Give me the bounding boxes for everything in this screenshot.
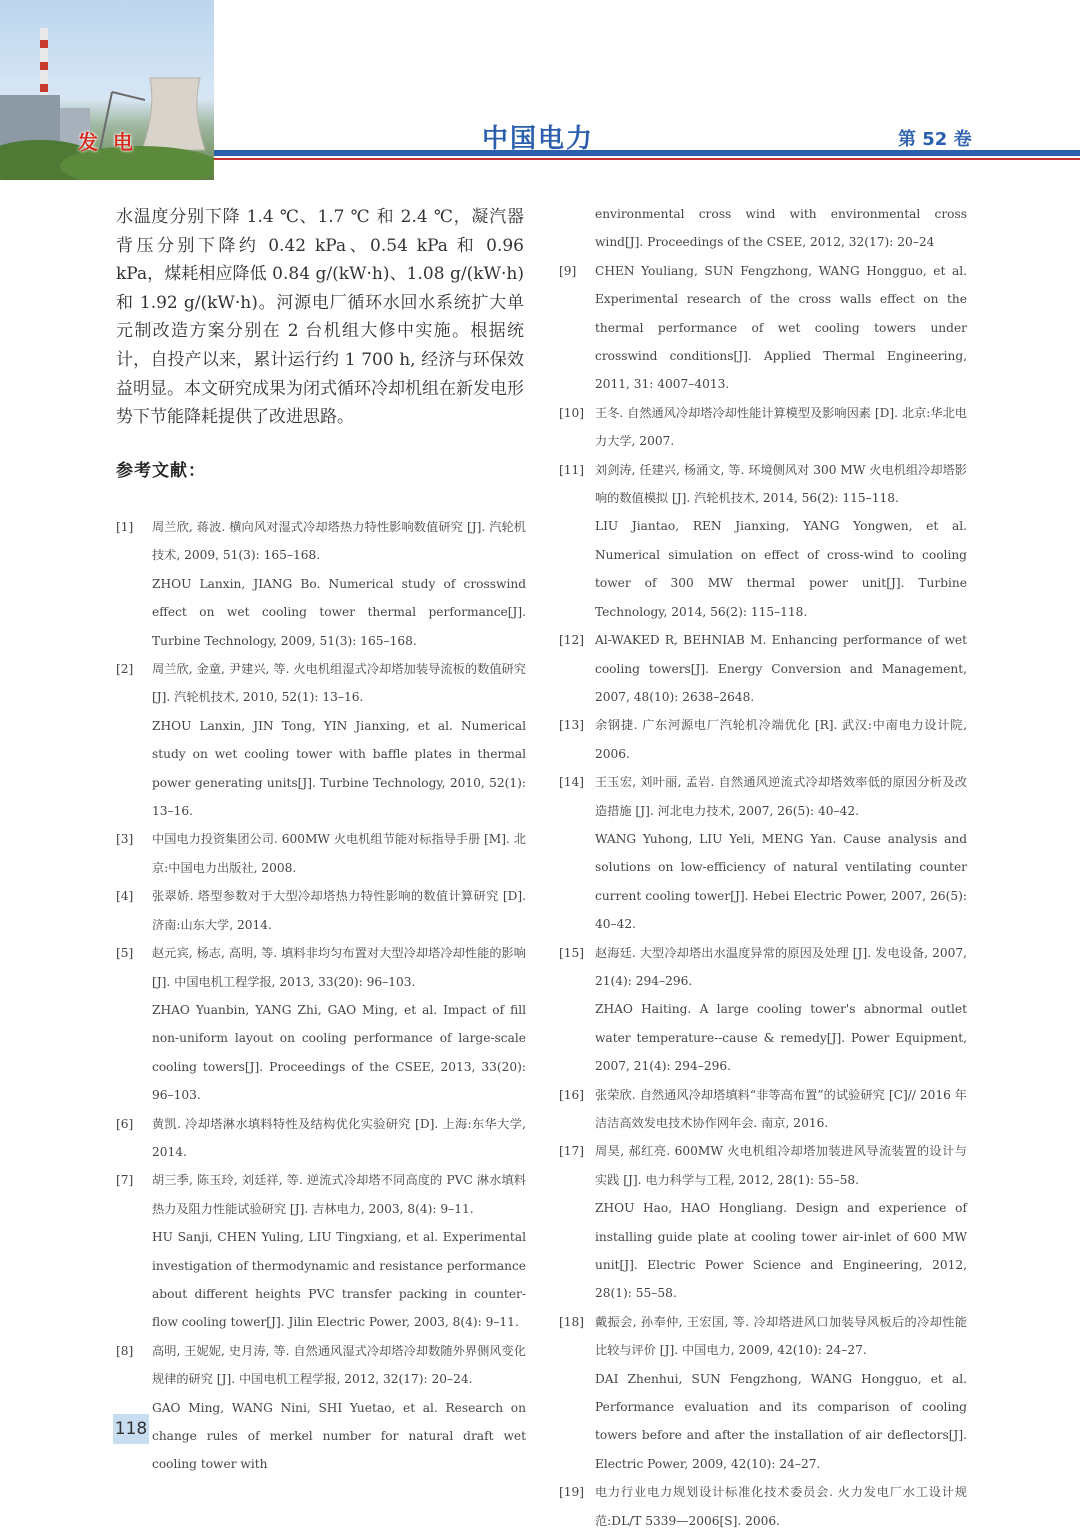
reference-text: GAO Ming, WANG Nini, SHI Yuetao, et al. Research on change rules of merkel number for natural draft wet cooling tower with — [152, 1400, 526, 1472]
reference-number: [15] — [559, 945, 585, 960]
references-right-column — [559, 200, 967, 1535]
reference-text: ZHOU Hao, HAO Hongliang. Design and experience of installing guide plate at cooling tower air-inlet of 600 MW unit[J]. Electric Power Science and Engineering, 2012, 28(1): 55–58. — [595, 1201, 967, 1301]
reference-item — [116, 825, 526, 882]
reference-number: [2] — [116, 662, 134, 677]
reference-text: 黄凯. 冷却塔淋水填料特性及结构优化实验研究 [D]. 上海:东华大学, 2014. — [152, 1116, 526, 1159]
reference-number: [8] — [116, 1343, 134, 1358]
reference-text: 周昊, 郝红亮. 600MW 火电机组冷却塔加装进风导流装置的设计与实践 [J]. 电力科学与工程, 2012, 28(1): 55–58. — [595, 1144, 967, 1187]
reference-item — [559, 768, 967, 938]
reference-text: 中国电力投资集团公司. 600MW 火电机组节能对标指导手册 [M]. 北京:中国电力出版社, 2008. — [152, 832, 526, 875]
reference-item — [559, 711, 967, 768]
reference-text: environmental cross wind with environmental cross wind[J]. Proceedings of the CSEE, 2012, 32(17): 20–24 — [595, 207, 967, 250]
reference-text: DAI Zhenhui, SUN Fengzhong, WANG Hongguo, et al. Performance evaluation and its comparison of cooling towers before and after the installation of air deflectors[J]. Electric Power, 2009, 42(10): 24–27. — [595, 1371, 967, 1471]
reference-text: 周兰欣, 蒋波. 横向风对湿式冷却塔热力特性影响数值研究 [J]. 汽轮机技术, 2009, 51(3): 165–168. — [152, 520, 526, 563]
reference-number: [12] — [559, 633, 585, 648]
reference-text: 高明, 王妮妮, 史月涛, 等. 自然通风湿式冷却塔冷却数随外界侧风变化规律的研究 [J]. 中国电机工程学报, 2012, 32(17): 20–24. — [152, 1343, 526, 1387]
reference-item — [559, 1137, 967, 1307]
reference-item — [116, 882, 526, 939]
reference-number: [9] — [559, 263, 577, 278]
reference-item — [559, 399, 967, 456]
reference-number: [11] — [559, 462, 585, 477]
reference-item — [116, 1110, 526, 1167]
journal-title: 中国电力 — [482, 124, 595, 154]
volume-label: 第 52 卷 — [898, 129, 972, 150]
reference-text: Al-WAKED R, BEHNIAB M. Enhancing performance of wet cooling towers[J]. Energy Conversion and Management, 2007, 48(10): 2638–2648. — [595, 633, 967, 704]
reference-text: LIU Jiantao, REN Jianxing, YANG Yongwen, et al. Numerical simulation on effect of cross-wind to cooling tower of 300 MW thermal power unit[J]. Turbine Technology, 2014, 56(2): 115–118. — [595, 519, 967, 619]
reference-item — [559, 1081, 967, 1138]
reference-text: ZHAO Haiting. A large cooling tower's abnormal outlet water temperature--cause & remedy[J]. Power Equipment, 2007, 21(4): 294–296. — [595, 1002, 967, 1074]
reference-item — [116, 1166, 526, 1336]
reference-number: [19] — [559, 1485, 585, 1500]
reference-number: [1] — [116, 520, 134, 534]
reference-text: 王冬. 自然通风冷却塔冷却性能计算模型及影响因素 [D]. 北京:华北电力大学, 2007. — [595, 405, 967, 449]
references-left-column — [116, 513, 526, 1479]
reference-text: 张荣欣. 自然通风冷却塔填料“非等高布置”的试验研究 [C]// 2016 年洁洁高效发电技术协作网年会. 南京, 2016. — [595, 1087, 967, 1130]
reference-number: [18] — [559, 1314, 585, 1329]
reference-text: 赵元宾, 杨志, 高明, 等. 填料非均匀布置对大型冷却塔冷却性能的影响 [J]. 中国电机工程学报, 2013, 33(20): 96–103. — [152, 946, 526, 989]
header-rule-red — [214, 158, 1080, 160]
reference-text: ZHOU Lanxin, JIN Tong, YIN Jianxing, et al. Numerical study on wet cooling tower with baffle plates in thermal power generating units[J]. Turbine Technology, 2010, 52(1): 13–16. — [152, 718, 526, 819]
reference-text: 胡三季, 陈玉玲, 刘廷祥, 等. 逆流式冷却塔不同高度的 PVC 淋水填料热力及阻力性能试验研究 [J]. 吉林电力, 2003, 8(4): 9–11. — [152, 1173, 526, 1216]
reference-item — [559, 257, 967, 399]
reference-text: 电力行业电力规划设计标准化技术委员会. 火力发电厂水工设计规范:DL/T 5339—2006[S]. 2006. — [595, 1485, 967, 1528]
page-number: 118 — [113, 1414, 149, 1444]
reference-text: WANG Yuhong, LIU Yeli, MENG Yan. Cause analysis and solutions on low-efficiency of natural ventilating counter current cooling tower[J]. Hebei Electric Power, 2007, 26(5): 40–42. — [595, 831, 967, 932]
reference-number: [6] — [116, 1116, 134, 1131]
references-heading: 参考文献： — [116, 461, 206, 481]
reference-item — [116, 513, 526, 655]
reference-number: [16] — [559, 1087, 585, 1102]
reference-item — [116, 939, 526, 1109]
reference-text: CHEN Youliang, SUN Fengzhong, WANG Hongguo, et al. Experimental research of the cross walls effect on the thermal performance of wet cooling towers under crosswind conditions[J]. Applied Thermal Engineering, 2011, 31: 4007–4013. — [595, 263, 967, 392]
reference-number: [10] — [559, 405, 585, 420]
reference-text: ZHAO Yuanbin, YANG Zhi, GAO Ming, et al. Impact of fill non-uniform layout on cooling performance of large-scale cooling towers[J]. Proceedings of the CSEE, 2013, 33(20): 96–103. — [152, 1002, 526, 1103]
body-paragraph: 水温度分别下降 1.4 ℃、1.7 ℃ 和 2.4 ℃，凝汽器背压分别下降约 0.42 kPa、0.54 kPa 和 0.96 kPa，煤耗相应降低 0.84 g/(kW·h)、1.08 g/(kW·h) 和 1.92 g/(kW·h)。河源电厂循环水回水系统扩大单元制改造方案分别在 2 台机组大修中实施。根据统计，自投产以来，累计运行约 1 700 h, 经济与环保效益明显。本文研究成果为闭式循环冷却机组在新发电形势下节能降耗提供了改进思路。 — [116, 207, 524, 428]
reference-number: [13] — [559, 718, 585, 733]
reference-number: [4] — [116, 889, 134, 904]
reference-text: 赵海廷. 大型冷却塔出水温度异常的原因及处理 [J]. 发电设备, 2007, 21(4): 294–296. — [595, 945, 967, 988]
section-tag: 发 电 — [78, 130, 137, 154]
reference-item — [116, 1337, 526, 1479]
reference-item — [116, 655, 526, 825]
reference-item — [559, 1478, 967, 1535]
reference-item — [559, 626, 967, 711]
reference-number: [3] — [116, 832, 134, 847]
reference-text: 刘剑涛, 任建兴, 杨涌文, 等. 环境侧风对 300 MW 火电机组冷却塔影响的数值模拟 [J]. 汽轮机技术, 2014, 56(2): 115–118. — [595, 462, 967, 506]
reference-item — [559, 200, 967, 257]
reference-item — [559, 456, 967, 626]
reference-number: [17] — [559, 1144, 585, 1159]
reference-text: 周兰欣, 金童, 尹建兴, 等. 火电机组湿式冷却塔加装导流板的数值研究 [J]. 汽轮机技术, 2010, 52(1): 13–16. — [152, 662, 526, 705]
reference-text: ZHOU Lanxin, JIANG Bo. Numerical study of crosswind effect on wet cooling tower thermal performance[J]. Turbine Technology, 2009, 51(3): 165–168. — [152, 576, 526, 648]
reference-text: HU Sanji, CHEN Yuling, LIU Tingxiang, et al. Experimental investigation of thermodynamic and resistance performance about different heights PVC transfer packing in counter-flow cooling tower[J]. Jilin Electric Power, 2003, 8(4): 9–11. — [152, 1230, 526, 1330]
reference-number: [5] — [116, 946, 134, 961]
reference-number: [14] — [559, 775, 585, 790]
reference-text: 王玉宏, 刘叶丽, 孟岩. 自然通风逆流式冷却塔效率低的原因分析及改造措施 [J]. 河北电力技术, 2007, 26(5): 40–42. — [595, 775, 967, 818]
reference-text: 戴振会, 孙奉仲, 王宏国, 等. 冷却塔进风口加装导风板后的冷却性能比较与评价 [J]. 中国电力, 2009, 42(10): 24–27. — [595, 1314, 967, 1358]
reference-text: 张翠娇. 塔型参数对于大型冷却塔热力特性影响的数值计算研究 [D]. 济南:山东大学, 2014. — [152, 889, 526, 932]
reference-item — [559, 1308, 967, 1478]
reference-text: 余钢捷. 广东河源电厂汽轮机冷端优化 [R]. 武汉:中南电力设计院, 2006. — [595, 718, 967, 761]
reference-number: [7] — [116, 1173, 134, 1188]
reference-item — [559, 939, 967, 1081]
